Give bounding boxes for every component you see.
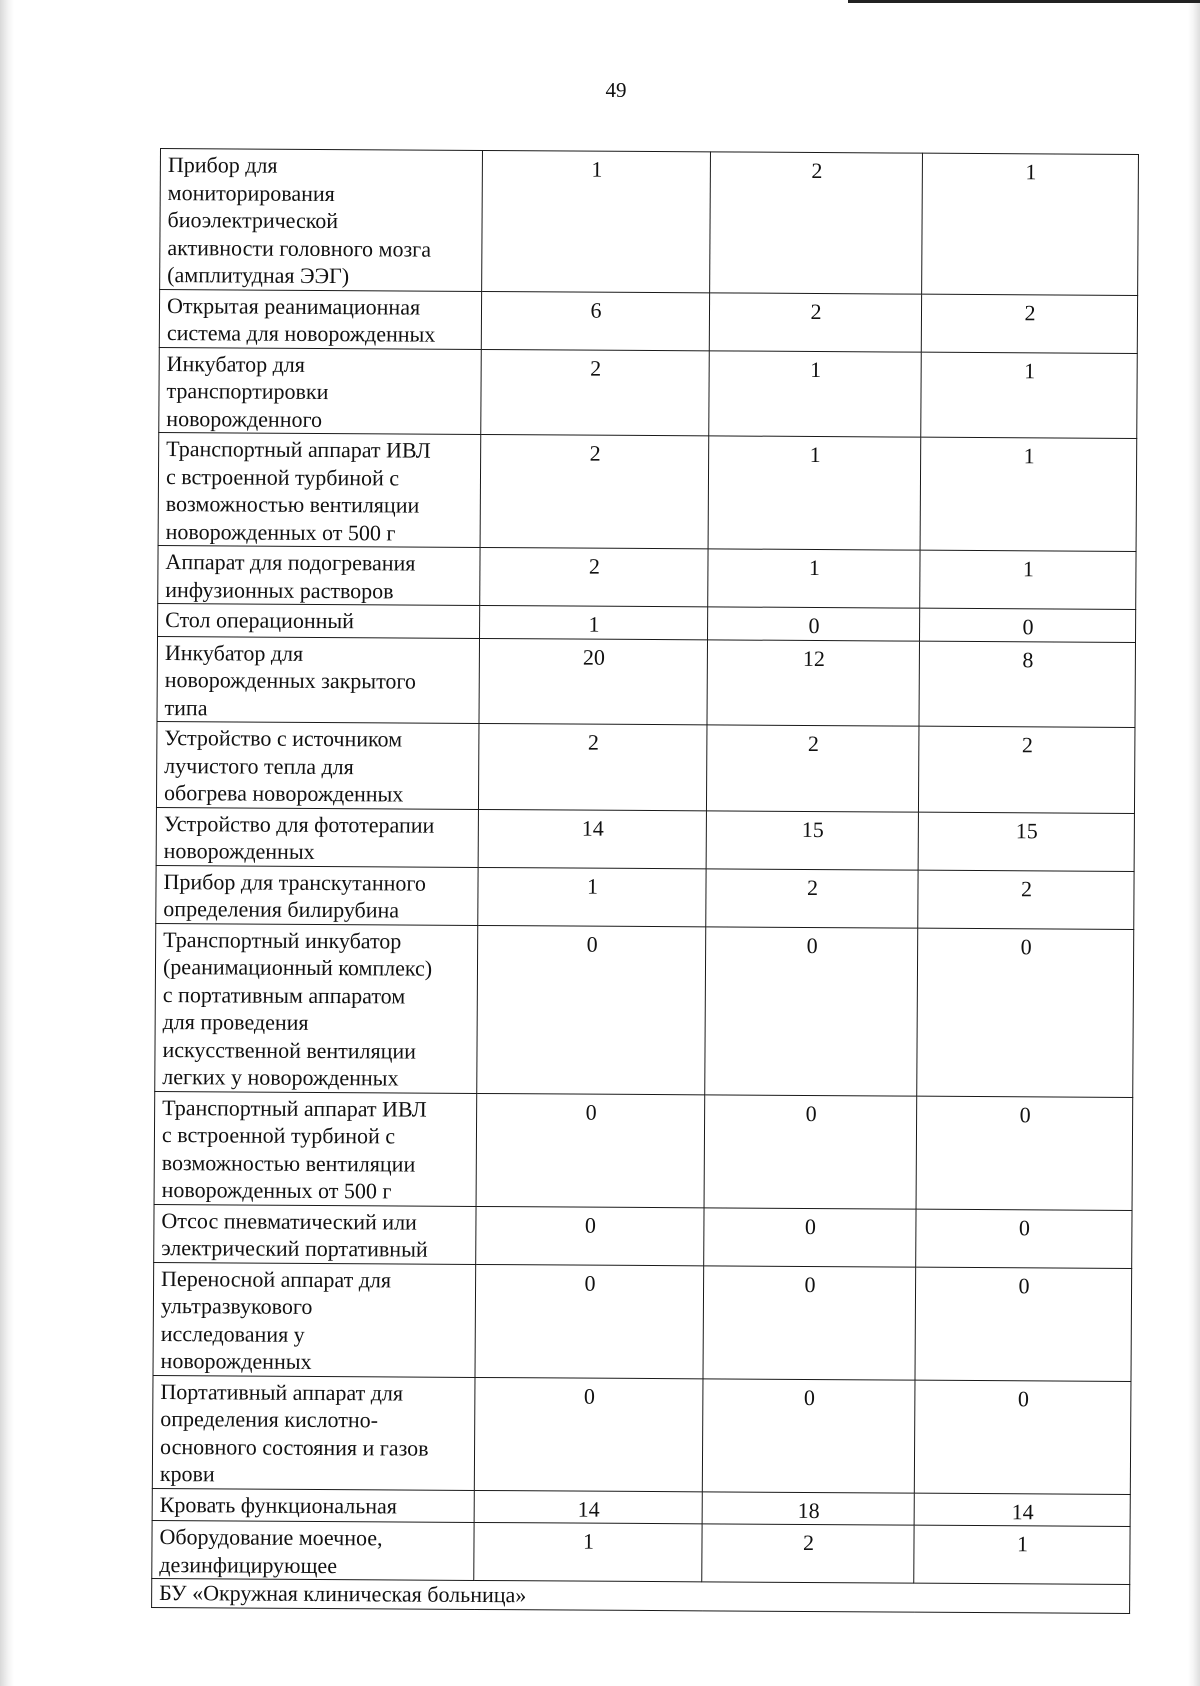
- equipment-name: Транспортный аппарат ИВЛ с встроенной турбиной с возможностью вентиляции новорожденных от 500 г: [154, 1091, 477, 1206]
- equipment-name: Аппарат для подогревания инфузионных растворов: [158, 545, 480, 605]
- value-col-1: 0: [475, 1264, 704, 1378]
- value-col-2: 2: [702, 1524, 914, 1583]
- value-col-2: 2: [706, 868, 918, 927]
- value-col-3: 1: [920, 437, 1137, 551]
- value-col-1: 0: [476, 1206, 704, 1265]
- value-col-3: 1: [921, 352, 1138, 439]
- value-col-1: 2: [478, 723, 707, 810]
- table-row: [152, 1375, 1131, 1494]
- value-col-1: 0: [474, 1377, 703, 1491]
- value-col-1: 6: [481, 291, 709, 350]
- equipment-name: Портативный аппарат для определения кислотно- основного состояния и газов крови: [152, 1375, 475, 1490]
- value-col-3: 0: [914, 1380, 1131, 1494]
- value-col-2: 12: [707, 639, 920, 726]
- value-col-1: 0: [477, 925, 706, 1094]
- value-col-3: 0: [920, 608, 1136, 642]
- equipment-name: Переносной аппарат для ультразвукового исследования у новорожденных: [153, 1262, 476, 1377]
- equipment-name: Прибор для мониторирования биоэлектрической активности головного мозга (амплитудная ЭЭГ): [160, 149, 483, 291]
- value-col-1: 1: [478, 867, 706, 926]
- table-row: [156, 721, 1135, 812]
- equipment-name: Отсос пневматический или электрический портативный: [154, 1204, 476, 1264]
- scan-right-edge: [1188, 0, 1200, 1686]
- scan-left-edge: [0, 0, 14, 1686]
- value-col-3: 2: [918, 726, 1135, 813]
- table-row: [152, 1520, 1130, 1584]
- equipment-table: [151, 148, 1139, 1613]
- institution-name: БУ «Окружная клиническая больница»: [152, 1578, 1130, 1612]
- value-col-2: 0: [703, 1265, 916, 1379]
- value-col-2: 1: [709, 350, 922, 437]
- value-col-1: 20: [479, 638, 708, 725]
- value-col-2: 2: [706, 725, 919, 812]
- table-row: [156, 807, 1134, 871]
- value-col-2: 0: [702, 1378, 915, 1492]
- value-col-2: 0: [708, 607, 920, 641]
- value-col-2: 18: [702, 1491, 914, 1525]
- value-col-3: 0: [915, 1267, 1132, 1381]
- value-col-1: 1: [474, 1522, 702, 1581]
- equipment-name: Устройство для фототерапии новорожденных: [156, 807, 478, 867]
- table-row: [157, 636, 1136, 727]
- equipment-table-body: [152, 149, 1139, 1613]
- value-col-3: 0: [916, 1096, 1133, 1210]
- table-footer-row: [152, 1578, 1130, 1612]
- equipment-name: Инкубатор для новорожденных закрытого типа: [157, 636, 480, 723]
- value-col-1: 2: [480, 547, 708, 606]
- value-col-3: 14: [914, 1493, 1130, 1527]
- value-col-1: 0: [476, 1093, 705, 1207]
- table-row: [158, 432, 1137, 551]
- top-rule-line: [848, 0, 1200, 3]
- table-row: [160, 149, 1139, 295]
- equipment-name: Открытая реанимационная система для новорожденных: [159, 289, 481, 349]
- equipment-name: Оборудование моечное, дезинфицирующее: [152, 1520, 474, 1580]
- value-col-1: 2: [481, 349, 710, 436]
- value-col-2: 0: [704, 1094, 917, 1208]
- value-col-3: 1: [914, 1525, 1130, 1584]
- value-col-3: 0: [917, 928, 1134, 1097]
- table-row: [159, 347, 1138, 438]
- equipment-name: Транспортный аппарат ИВЛ с встроенной турбиной с возможностью вентиляции новорожденных от 500 г: [158, 432, 481, 547]
- value-col-1: 1: [480, 605, 708, 639]
- equipment-name: Кровать функциональная: [152, 1488, 474, 1522]
- equipment-name: Прибор для транскутанного определения билирубина: [156, 865, 478, 925]
- value-col-3: 2: [921, 294, 1137, 353]
- equipment-name: Устройство с источником лучистого тепла для обогрева новорожденных: [156, 721, 479, 808]
- value-col-3: 2: [918, 870, 1134, 929]
- value-col-2: 1: [708, 549, 920, 608]
- value-col-3: 15: [918, 812, 1134, 871]
- table-row: [154, 1204, 1132, 1268]
- table-row: [158, 545, 1136, 609]
- equipment-name: Стол операционный: [158, 603, 480, 637]
- equipment-name: Инкубатор для транспортировки новорожденного: [159, 347, 482, 434]
- table-row: [153, 1262, 1132, 1381]
- table-row: [155, 923, 1134, 1097]
- value-col-1: 2: [480, 434, 709, 548]
- value-col-2: 1: [708, 436, 921, 550]
- value-col-2: 2: [709, 292, 921, 351]
- value-col-2: 0: [704, 1207, 916, 1266]
- value-col-2: 2: [710, 152, 923, 294]
- value-col-2: 15: [706, 810, 918, 869]
- value-col-3: 1: [922, 153, 1139, 295]
- value-col-3: 0: [916, 1209, 1132, 1268]
- page-number: 49: [605, 78, 627, 102]
- table-row: [159, 289, 1137, 353]
- table-row: [154, 1091, 1133, 1210]
- table-row: [156, 865, 1134, 929]
- value-col-1: 14: [478, 809, 706, 868]
- value-col-1: 1: [482, 150, 711, 292]
- value-col-3: 1: [920, 550, 1136, 609]
- value-col-3: 8: [919, 641, 1136, 728]
- value-col-2: 0: [705, 926, 918, 1095]
- value-col-1: 14: [474, 1490, 702, 1524]
- equipment-name: Транспортный инкубатор (реанимационный комплекс) с портативным аппаратом для проведения искусственной вентиляции легких у новорожденных: [155, 923, 478, 1093]
